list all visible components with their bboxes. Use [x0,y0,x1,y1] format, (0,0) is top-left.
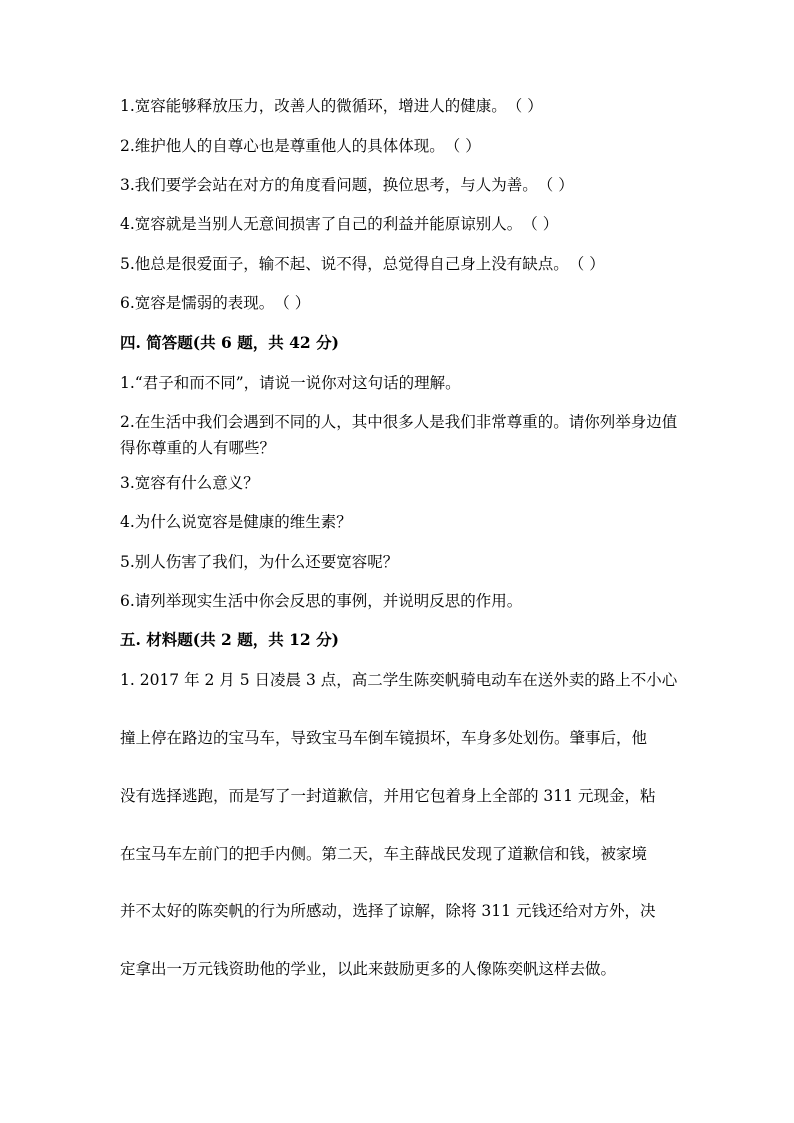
judgment-item-2 [120,133,680,159]
answer-blank[interactable]: （ ） [274,294,311,312]
judgment-item-text: 1.宽容能够释放压力，改善人的微循环，增进人的健康。 [120,97,507,115]
answer-blank[interactable]: （ ） [444,137,481,155]
short-answer-question-2: 2.在生活中我们会遇到不同的人，其中很多人是我们非常尊重的。请你列举身边值得你尊重的人有哪些？ [120,413,678,457]
material-line: 并不太好的陈奕帆的行为所感动，选择了谅解，除将 311 元钱还给对方外，决 [120,902,656,920]
judgment-item-text: 5.他总是很爱面子，输不起、说不得，总觉得自己身上没有缺点。 [120,255,569,273]
short-answer-question-1: 1.“君子和而不同”，请说一说你对这句话的理解。 [120,374,461,392]
material-line: 在宝马车左前门的把手内侧。第二天，车主薛战民发现了道歉信和钱，被家境 [120,845,648,863]
short-answer-question-6: 6.请列举现实生活中你会反思的事例，并说明反思的作用。 [120,592,523,610]
section-5-title: 五. 材料题(共 2 题，共 12 分) [120,630,339,649]
short-answer-question-3: 3.宽容有什么意义？ [120,474,259,492]
judgment-item-text: 4.宽容就是当别人无意间损害了自己的利益并能原谅别人。 [120,215,523,233]
judgment-item-6 [120,290,680,316]
answer-blank[interactable]: （ ） [506,97,543,115]
short-answer-question-4: 4.为什么说宽容是健康的维生素？ [120,513,352,531]
material-line: 定拿出一万元钱资助他的学业，以此来鼓励更多的人像陈奕帆这样去做。 [120,960,617,978]
judgment-item-text: 2.维护他人的自尊心也是尊重他人的具体体现。 [120,137,445,155]
material-line: 撞上停在路边的宝马车，导致宝马车倒车镜损坏，车身多处划伤。肇事后，他 [120,729,648,747]
short-answer-question-5: 5.别人伤害了我们，为什么还要宽容呢？ [120,553,399,571]
judgment-item-4 [120,211,680,237]
material-line: 1. 2017 年 2 月 5 日凌晨 3 点，高二学生陈奕帆骑电动车在送外卖的路上不小心 [120,671,678,689]
section-4-title: 四. 简答题(共 6 题，共 42 分) [120,333,339,352]
answer-blank[interactable]: （ ） [522,215,559,233]
answer-blank[interactable]: （ ） [568,255,605,273]
judgment-item-3 [120,172,680,198]
answer-blank[interactable]: （ ） [537,176,574,194]
judgment-item-1 [120,93,680,119]
material-line: 没有选择逃跑，而是写了一封道歉信，并用它包着身上全部的 311 元现金，粘 [120,787,656,805]
judgment-item-text: 3.我们要学会站在对方的角度看问题，换位思考，与人为善。 [120,176,538,194]
judgment-item-5 [120,251,680,277]
judgment-item-text: 6.宽容是懦弱的表现。 [120,294,275,312]
